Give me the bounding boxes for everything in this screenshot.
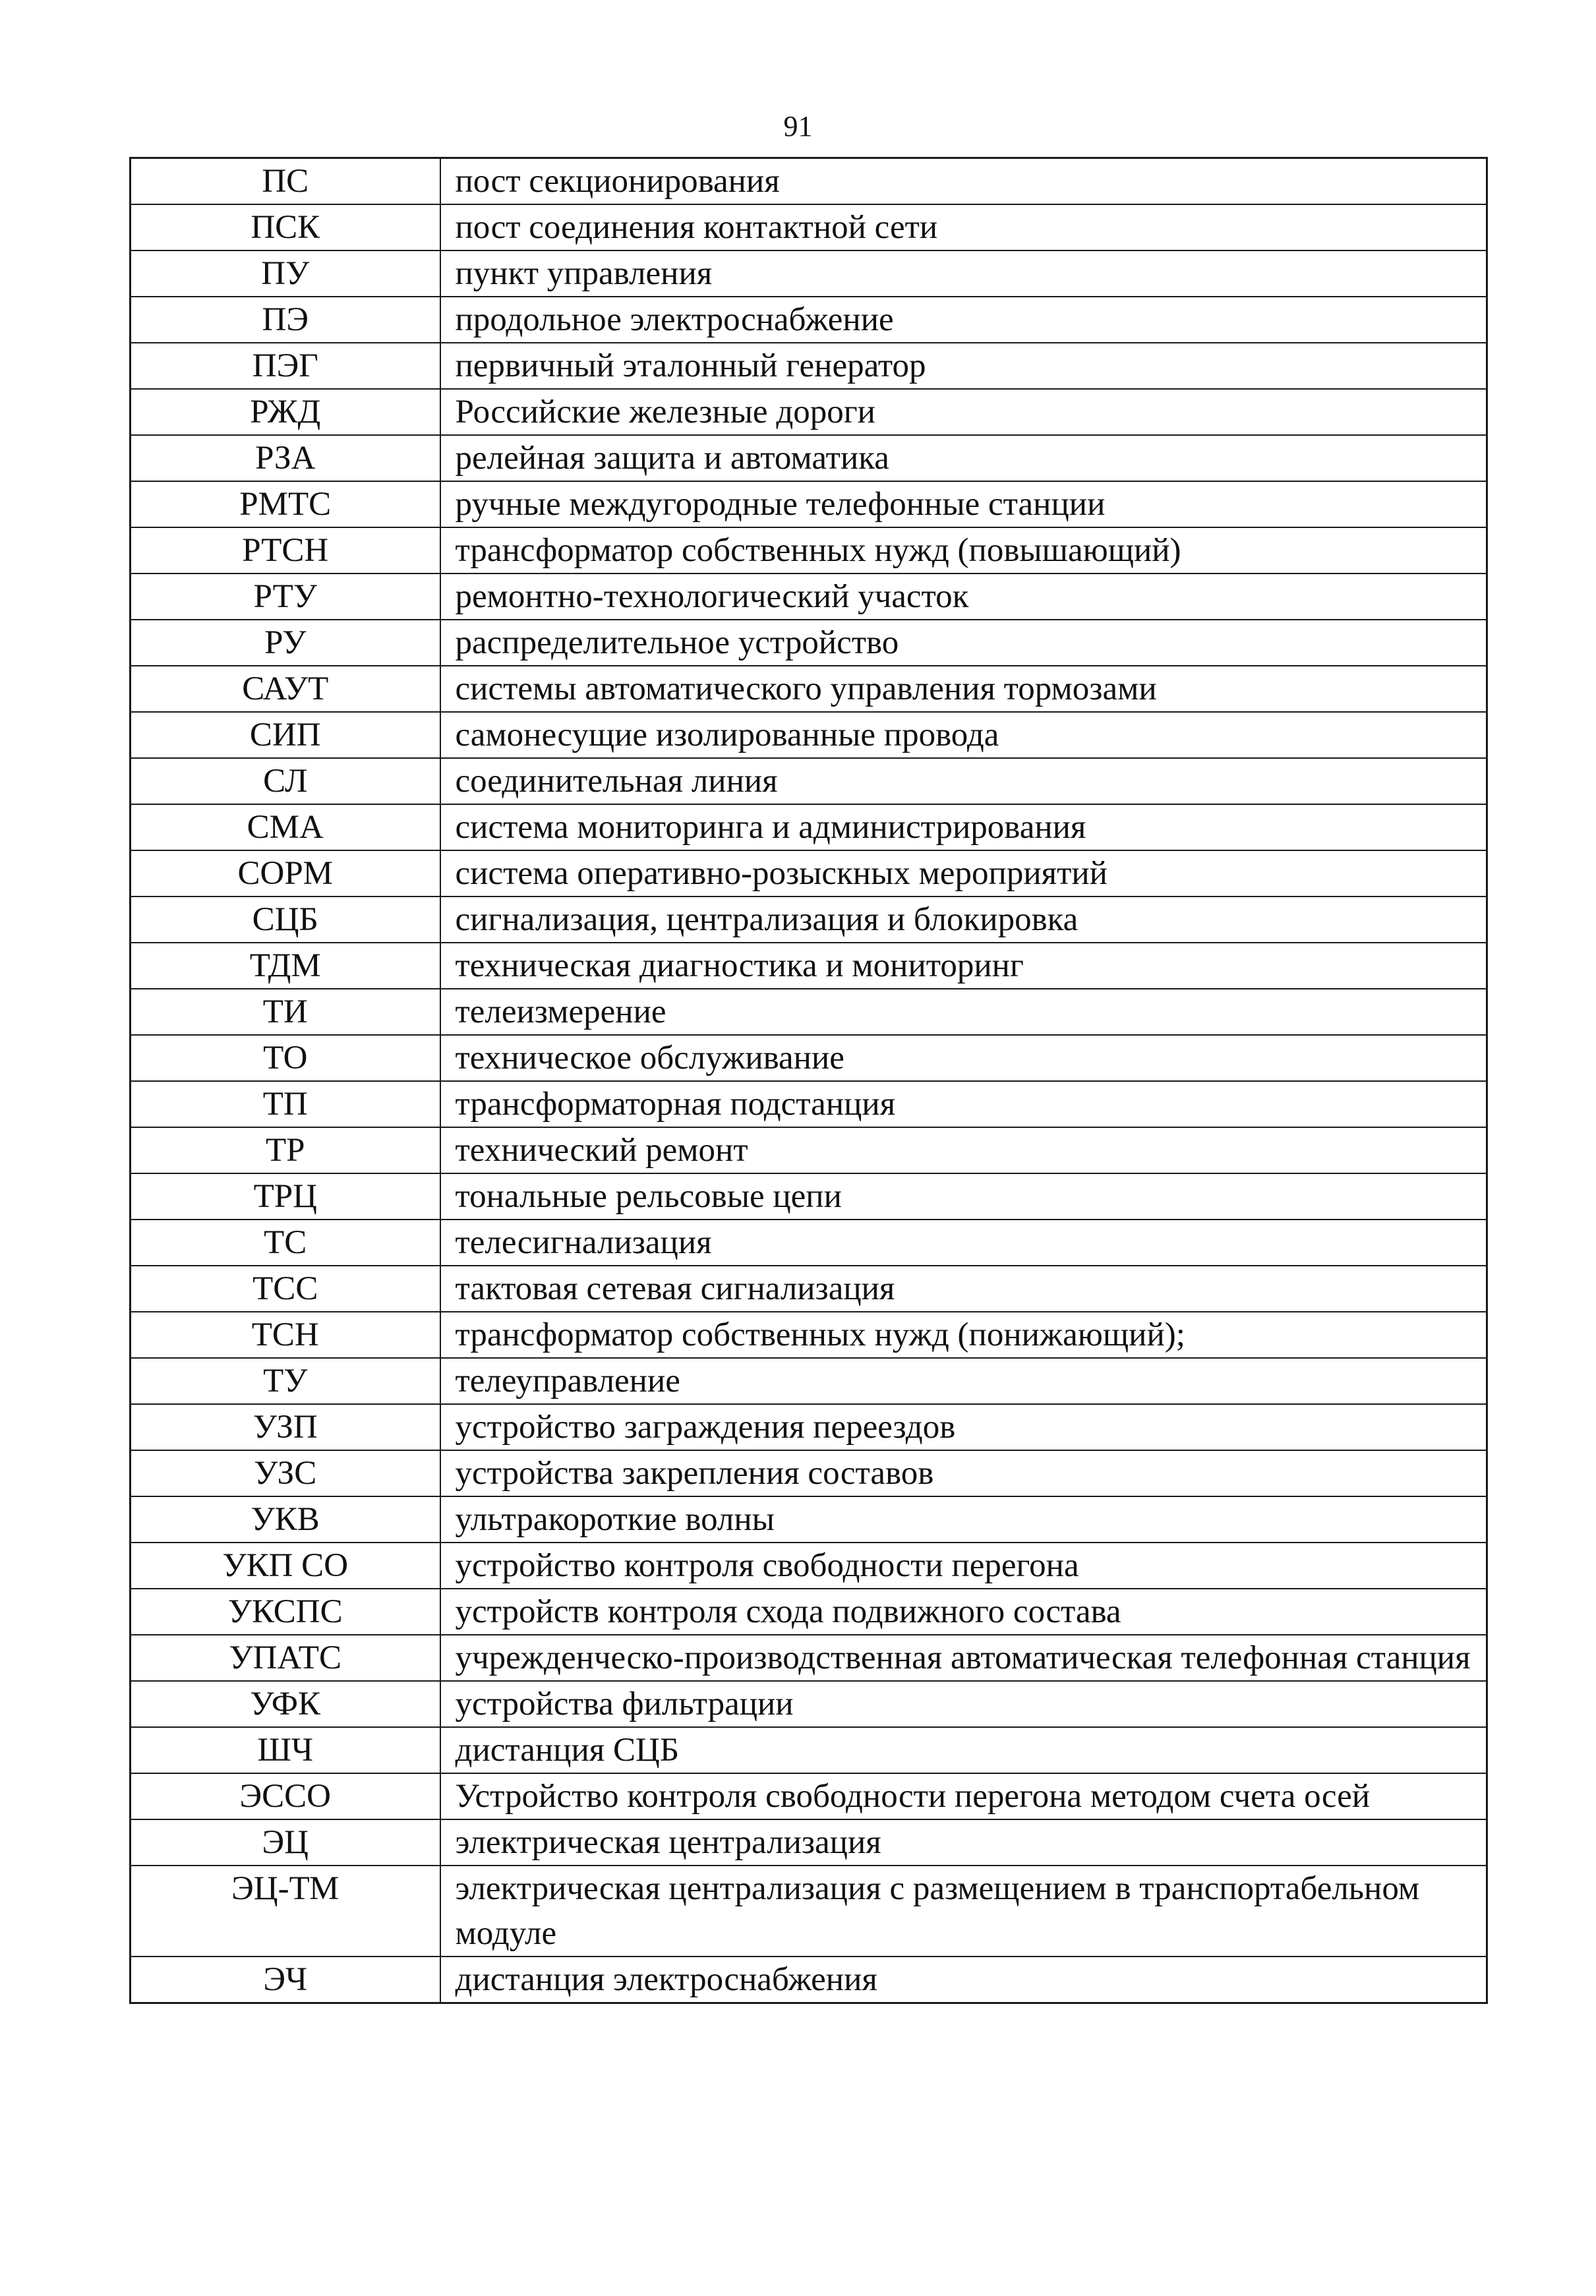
table-row <box>131 712 1487 758</box>
definition-cell: ультракороткие волны <box>440 1496 1487 1543</box>
definition-cell: системы автоматического управления тормозами <box>440 666 1487 712</box>
table-row <box>131 1589 1487 1635</box>
abbreviation-cell: ЭЧ <box>131 1957 440 2003</box>
abbreviation-cell: РЗА <box>131 435 440 481</box>
abbreviations-table-body <box>131 158 1487 2003</box>
abbreviation-cell: СЛ <box>131 758 440 804</box>
abbreviation-cell: СЦБ <box>131 897 440 943</box>
abbreviation-cell: УКП СО <box>131 1543 440 1589</box>
abbreviation-cell: ПС <box>131 158 440 205</box>
table-row <box>131 1957 1487 2003</box>
abbreviation-cell: ЭЦ <box>131 1819 440 1866</box>
table-row <box>131 758 1487 804</box>
abbreviation-cell: ЭЦ-ТМ <box>131 1866 440 1957</box>
definition-cell: пост соединения контактной сети <box>440 204 1487 250</box>
abbreviation-cell: ТДМ <box>131 943 440 989</box>
abbreviation-cell: ШЧ <box>131 1727 440 1773</box>
definition-cell: трансформатор собственных нужд (понижающий); <box>440 1312 1487 1358</box>
table-row <box>131 481 1487 527</box>
definition-cell: телеизмерение <box>440 989 1487 1035</box>
table-row <box>131 1727 1487 1773</box>
definition-cell: пост секционирования <box>440 158 1487 205</box>
abbreviation-cell: УКСПС <box>131 1589 440 1635</box>
abbreviation-cell: ТСС <box>131 1266 440 1312</box>
definition-cell: устройство контроля свободности перегона <box>440 1543 1487 1589</box>
definition-cell: пункт управления <box>440 250 1487 297</box>
definition-cell: ремонтно-технологический участок <box>440 574 1487 620</box>
abbreviation-cell: СИП <box>131 712 440 758</box>
abbreviation-cell: РЖД <box>131 389 440 435</box>
definition-cell: устройств контроля схода подвижного состава <box>440 1589 1487 1635</box>
abbreviation-cell: УЗС <box>131 1450 440 1496</box>
definition-cell: сигнализация, централизация и блокировка <box>440 897 1487 943</box>
definition-cell: система оперативно-розыскных мероприятий <box>440 850 1487 897</box>
abbreviation-cell: УФК <box>131 1681 440 1727</box>
table-row <box>131 1266 1487 1312</box>
table-row <box>131 527 1487 574</box>
definition-cell: Устройство контроля свободности перегона методом счета осей <box>440 1773 1487 1819</box>
table-row <box>131 1127 1487 1173</box>
abbreviation-cell: ТС <box>131 1220 440 1266</box>
definition-cell: трансформаторная подстанция <box>440 1081 1487 1127</box>
abbreviation-cell: ПСК <box>131 204 440 250</box>
table-row <box>131 1635 1487 1681</box>
definition-cell: система мониторинга и администрирования <box>440 804 1487 850</box>
page-number: 91 <box>783 110 813 142</box>
definition-cell: трансформатор собственных нужд (повышающий) <box>440 527 1487 574</box>
abbreviation-cell: УПАТС <box>131 1635 440 1681</box>
table-row <box>131 1220 1487 1266</box>
table-row <box>131 1312 1487 1358</box>
table-row <box>131 343 1487 389</box>
table-row <box>131 389 1487 435</box>
table-row <box>131 1681 1487 1727</box>
table-row <box>131 850 1487 897</box>
abbreviation-cell: ПЭ <box>131 297 440 343</box>
definition-cell: дистанция СЦБ <box>440 1727 1487 1773</box>
abbreviation-cell: РМТС <box>131 481 440 527</box>
table-row <box>131 250 1487 297</box>
table-row <box>131 1450 1487 1496</box>
definition-cell: устройство заграждения переездов <box>440 1404 1487 1450</box>
table-row <box>131 1496 1487 1543</box>
abbreviation-cell: ТР <box>131 1127 440 1173</box>
definition-cell: устройства закрепления составов <box>440 1450 1487 1496</box>
table-row <box>131 204 1487 250</box>
abbreviation-cell: ПЭГ <box>131 343 440 389</box>
definition-cell: распределительное устройство <box>440 620 1487 666</box>
definition-cell: телесигнализация <box>440 1220 1487 1266</box>
definition-cell: техническая диагностика и мониторинг <box>440 943 1487 989</box>
table-row <box>131 1773 1487 1819</box>
definition-cell: электрическая централизация с размещением в транспортабельном модуле <box>440 1866 1487 1957</box>
table-row <box>131 1358 1487 1404</box>
abbreviation-cell: УКВ <box>131 1496 440 1543</box>
table-row <box>131 1404 1487 1450</box>
abbreviation-cell: РТУ <box>131 574 440 620</box>
abbreviation-cell: УЗП <box>131 1404 440 1450</box>
table-row <box>131 1866 1487 1957</box>
definition-cell: ручные междугородные телефонные станции <box>440 481 1487 527</box>
table-row <box>131 620 1487 666</box>
definition-cell: первичный эталонный генератор <box>440 343 1487 389</box>
definition-cell: Российские железные дороги <box>440 389 1487 435</box>
abbreviation-cell: РТСН <box>131 527 440 574</box>
table-row <box>131 989 1487 1035</box>
abbreviation-cell: РУ <box>131 620 440 666</box>
table-row <box>131 1543 1487 1589</box>
definition-cell: соединительная линия <box>440 758 1487 804</box>
definition-cell: релейная защита и автоматика <box>440 435 1487 481</box>
abbreviation-cell: СМА <box>131 804 440 850</box>
abbreviation-cell: СОРМ <box>131 850 440 897</box>
abbreviation-cell: ТП <box>131 1081 440 1127</box>
table-row <box>131 158 1487 205</box>
table-row <box>131 943 1487 989</box>
abbreviation-cell: ТУ <box>131 1358 440 1404</box>
definition-cell: тональные рельсовые цепи <box>440 1173 1487 1220</box>
table-row <box>131 435 1487 481</box>
definition-cell: телеуправление <box>440 1358 1487 1404</box>
definition-cell: электрическая централизация <box>440 1819 1487 1866</box>
table-row <box>131 297 1487 343</box>
table-row <box>131 1173 1487 1220</box>
abbreviation-cell: ТИ <box>131 989 440 1035</box>
abbreviation-cell: ТРЦ <box>131 1173 440 1220</box>
abbreviation-cell: ПУ <box>131 250 440 297</box>
table-row <box>131 1819 1487 1866</box>
abbreviations-table <box>129 157 1488 2004</box>
definition-cell: технический ремонт <box>440 1127 1487 1173</box>
table-row <box>131 666 1487 712</box>
abbreviation-cell: ТСН <box>131 1312 440 1358</box>
table-row <box>131 574 1487 620</box>
abbreviation-cell: ТО <box>131 1035 440 1081</box>
definition-cell: самонесущие изолированные провода <box>440 712 1487 758</box>
table-row <box>131 1035 1487 1081</box>
abbreviation-cell: САУТ <box>131 666 440 712</box>
definition-cell: тактовая сетевая сигнализация <box>440 1266 1487 1312</box>
definition-cell: техническое обслуживание <box>440 1035 1487 1081</box>
definition-cell: продольное электроснабжение <box>440 297 1487 343</box>
table-row <box>131 1081 1487 1127</box>
abbreviation-cell: ЭССО <box>131 1773 440 1819</box>
table-row <box>131 897 1487 943</box>
table-row <box>131 804 1487 850</box>
definition-cell: дистанция электроснабжения <box>440 1957 1487 2003</box>
definition-cell: устройства фильтрации <box>440 1681 1487 1727</box>
definition-cell: учрежденческо-производственная автоматическая телефонная станция <box>440 1635 1487 1681</box>
